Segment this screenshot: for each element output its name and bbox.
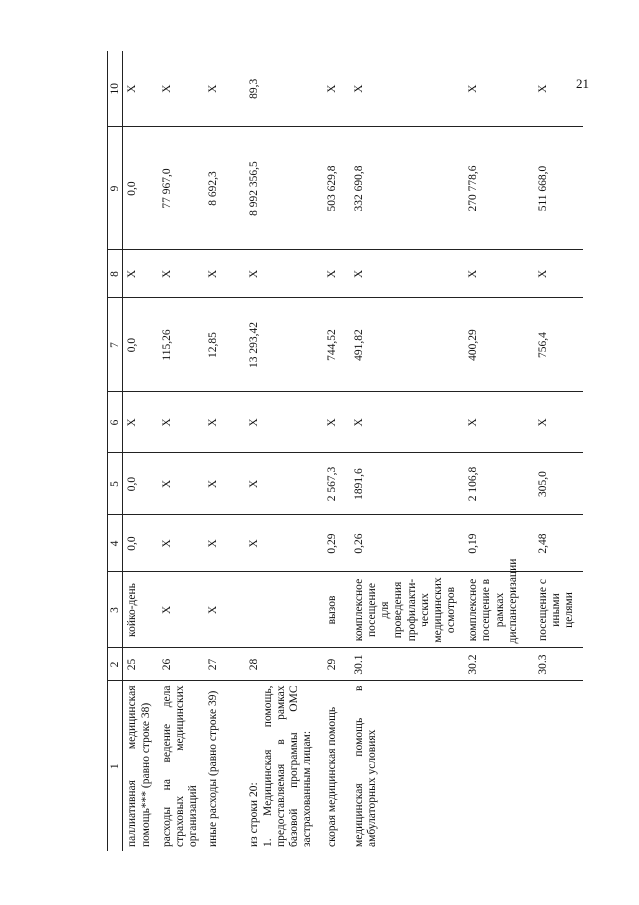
header-cell-5: 5 [108,453,123,515]
table-cell-col-2: 28 [245,648,323,681]
table-cell-col-3: вызов [323,572,350,648]
table-cell-col-1 [464,681,534,851]
table-cell-col-5: 2 106,8 [464,453,534,515]
table-cell-col-8: Х [350,250,464,298]
table-cell-col-2: 30.1 [350,648,464,681]
table-cell-col-6: Х [323,392,350,453]
table-cell-col-6: Х [350,392,464,453]
table-cell-col-4: 0,26 [350,515,464,572]
table-row [158,51,205,851]
rotated-table-container [107,51,583,851]
table-cell-col-4: 2,48 [534,515,583,572]
table-row [464,51,534,851]
table-cell-col-5: 1891,6 [350,453,464,515]
table-cell-col-10: Х [464,51,534,127]
table-cell-col-1: из строки 20: 1. Медицинская помощь, предоставляемая в рамках базовой программы ОМС застрахованным лицам: [248,685,314,847]
table-cell-col-8: Х [534,250,583,298]
table-cell-col-9: 77 967,0 [158,127,205,250]
table-cell-col-6: Х [123,392,158,453]
table-cell-col-8: Х [245,250,323,298]
table-cell-col-10: Х [534,51,583,127]
table-cell-col-9: 0,0 [123,127,158,250]
table-cell-col-6: Х [464,392,534,453]
table-cell-col-8: Х [464,250,534,298]
table-cell-col-9: 503 629,8 [323,127,350,250]
table-cell-col-4: 0,0 [123,515,158,572]
table-row [534,51,583,851]
table-cell-col-7: 400,29 [464,298,534,392]
table-cell-col-2: 29 [323,648,350,681]
table-cell-col-7: 744,52 [323,298,350,392]
table-cell-col-5: Х [204,453,245,515]
table-row [323,51,350,851]
table-cell-col-6: Х [158,392,205,453]
table-cell-col-4: Х [158,515,205,572]
table-cell-col-10: 89,3 [245,51,323,127]
data-table [107,51,583,851]
header-cell-2: 2 [108,648,123,681]
table-cell-col-10: Х [323,51,350,127]
table-cell-col-1: иные расходы (равно строке 39) [207,690,220,847]
table-row [350,51,464,851]
table-cell-col-9: 511 668,0 [534,127,583,250]
table-cell-col-6: Х [245,392,323,453]
table-cell-col-1: медицинская помощь в амбулаторных условиях [352,685,378,847]
table-cell-col-2: 30.2 [464,648,534,681]
table-cell-col-10: Х [350,51,464,127]
table-cell-col-7: 12,85 [204,298,245,392]
table-cell-col-2: 26 [158,648,205,681]
table-row [123,51,158,851]
page-number: 21 [576,76,589,91]
table-cell-col-9: 8 992 356,5 [245,127,323,250]
table-cell-col-4: Х [204,515,245,572]
table-cell-col-7: 13 293,42 [245,298,323,392]
table-cell-col-1: расходы на ведение дела страховых медицинских организаций [160,685,200,847]
table-cell-col-2: 27 [204,648,245,681]
header-cell-3: 3 [108,572,123,648]
table-cell-col-2: 25 [123,648,158,681]
table-cell-col-5: 0,0 [123,453,158,515]
table-cell-col-6: Х [204,392,245,453]
table-cell-col-1: паллиативная медицинская помощь*** (равно строке 38) [126,685,152,847]
table-cell-col-8: Х [123,250,158,298]
table-cell-col-2: 30.3 [534,648,583,681]
header-cell-9: 9 [108,127,123,250]
header-cell-8: 8 [108,250,123,298]
table-cell-col-3 [245,572,323,648]
table-cell-col-5: 305,0 [534,453,583,515]
table-cell-col-10: Х [158,51,205,127]
table-cell-col-1: скорая медицинская помощь [326,706,339,847]
table-cell-col-10: Х [123,51,158,127]
header-cell-6: 6 [108,392,123,453]
table-cell-col-3: комплексное посещение для проведения профилакти-ческих медицинских осмотров [350,572,464,648]
table-cell-col-7: 0,0 [123,298,158,392]
table-cell-col-8: Х [323,250,350,298]
header-cell-10: 10 [108,51,123,127]
table-cell-col-5: 2 567,3 [323,453,350,515]
header-cell-4: 4 [108,515,123,572]
table-cell-col-3: койко-день [123,572,158,648]
table-cell-col-1 [534,681,583,851]
header-row [108,51,123,851]
table-cell-col-3: Х [204,572,245,648]
table-cell-col-3: комплексное посещение в рамках диспансеризации [464,572,534,648]
table-cell-col-7: 115,26 [158,298,205,392]
table-cell-col-8: Х [158,250,205,298]
table-cell-col-9: 8 692,3 [204,127,245,250]
table-cell-col-5: Х [158,453,205,515]
table-cell-col-9: 332 690,8 [350,127,464,250]
table-cell-col-4: Х [245,515,323,572]
table-cell-col-3: посещение с иными целями [534,572,583,648]
header-cell-7: 7 [108,298,123,392]
table-cell-col-9: 270 778,6 [464,127,534,250]
table-cell-col-6: Х [534,392,583,453]
table-cell-col-7: 756,4 [534,298,583,392]
table-row [245,51,323,851]
table-row [204,51,245,851]
header-cell-1: 1 [108,681,123,851]
table-cell-col-3: Х [158,572,205,648]
table-cell-col-7: 491,82 [350,298,464,392]
table-cell-col-10: Х [204,51,245,127]
table-cell-col-5: Х [245,453,323,515]
table-cell-col-8: Х [204,250,245,298]
table-cell-col-4: 0,29 [323,515,350,572]
table-cell-col-4: 0,19 [464,515,534,572]
